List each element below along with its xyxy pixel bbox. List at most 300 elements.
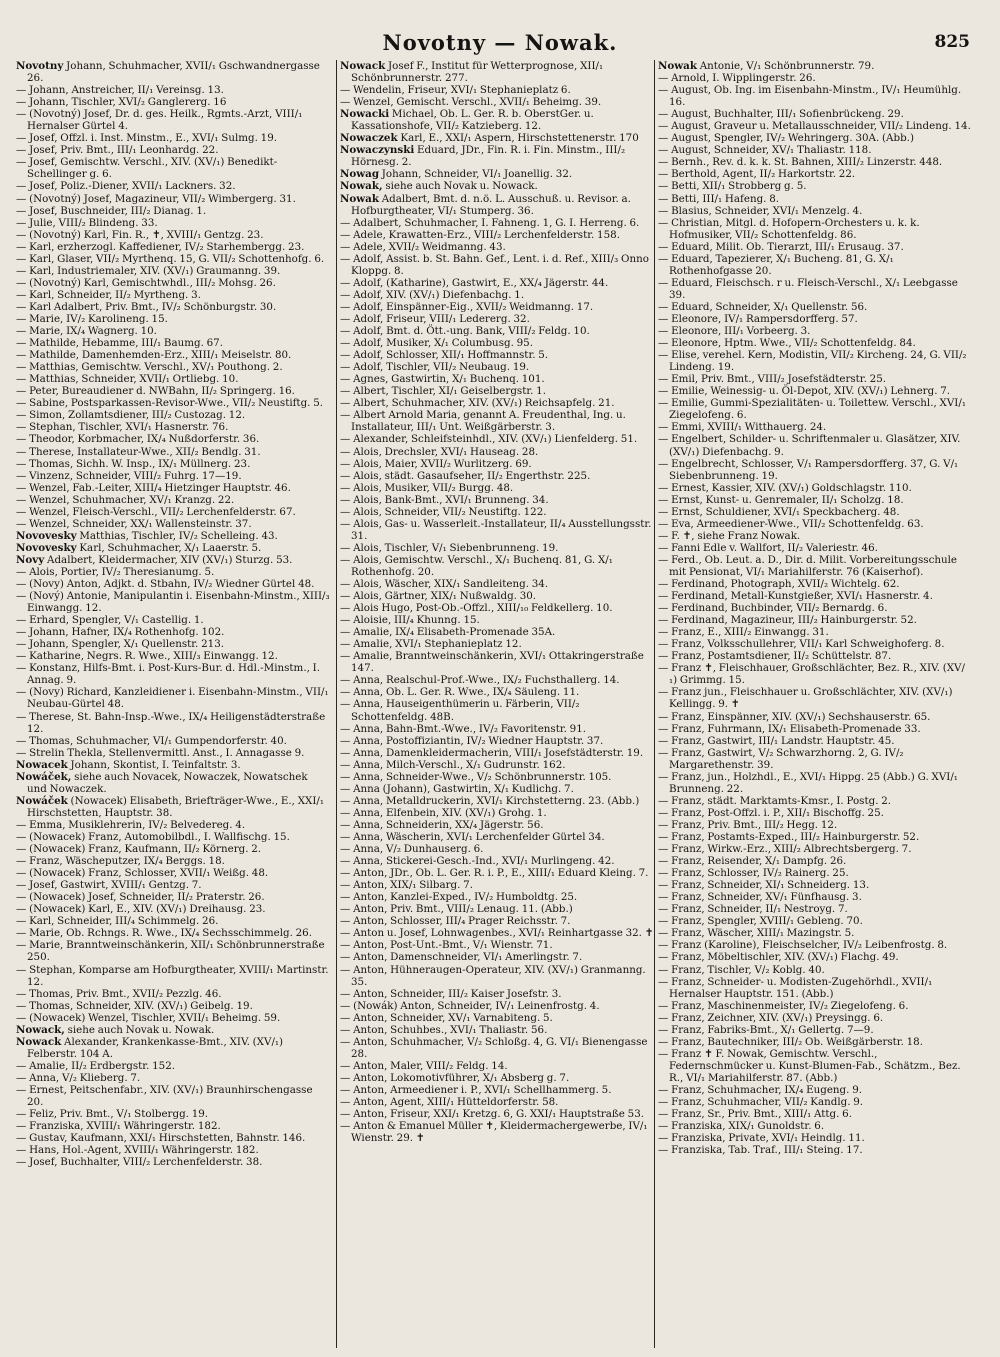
directory-entry (16, 903, 330, 915)
directory-entry (16, 915, 330, 927)
entry-text: — Anton, Priv. Bmt., VIII/₂ Lenaug. 11. (Abb.) (340, 903, 573, 916)
entry-text: — Anna, Stickerei-Gesch.-Ind., XVI/₁ Murlingeng. 42. (340, 855, 615, 868)
directory-entry (340, 819, 654, 831)
entry-text: — Anna, Bahn-Bmt.-Wwe., IV/₂ Favoritenstr. 91. (340, 722, 587, 735)
directory-entry (340, 1012, 654, 1024)
entry-text: — Wenzel, Schuhmacher, XV/₁ Kranzg. 22. (16, 493, 235, 506)
entry-text: — Adolf, XIV. (XV/₁) Diefenbachg. 1. (340, 288, 525, 301)
entry-text: — Alois, Drechsler, XVI/₁ Hauseag. 28. (340, 445, 539, 458)
entry-text: — Bernh., Rev. d. k. k. St. Bahnen, XIII/₂ Linzerstr. 448. (658, 156, 943, 169)
entry-text: Adalbert, Kleidermacher, XIV (XV/₁) Sturzg. 53. (44, 553, 293, 566)
directory-entry (658, 120, 972, 132)
entry-text: — Franz, Wäscher, XIII/₁ Mazingstr. 5. (658, 927, 855, 940)
directory-entry (16, 482, 330, 494)
directory-entry (16, 325, 330, 337)
surname: Nowaczek (340, 132, 398, 145)
directory-entry (16, 337, 330, 349)
directory-entry (658, 84, 972, 108)
entry-text: — Franz, Fabriks-Bmt., X/₁ Gellertg. 7—9. (658, 1023, 874, 1036)
entry-text: — Adalbert, Schuhmacher, I. Fahneng. 1, G. I. Herreng. 6. (340, 216, 640, 229)
entry-text: — Adolf, Assist. b. St. Bahn. Gef., Lent. i. d. Ref., XIII/₃ Onno Kloppg. 8. (340, 252, 649, 277)
entry-text: — Alois, Portier, IV/₂ Theresianumg. 5. (16, 565, 215, 578)
directory-entry (340, 301, 654, 313)
entry-text: — Alois, Bank-Bmt., XVI/₁ Brunneng. 34. (340, 493, 549, 506)
directory-entry (16, 578, 330, 590)
directory-entry (658, 1108, 972, 1120)
directory-entry (16, 193, 330, 205)
entry-text: — Anton, Kanzlei-Exped., IV/₂ Humboldtg. 25. (340, 891, 578, 904)
directory-entry (16, 205, 330, 217)
directory-entry (16, 590, 330, 614)
directory-entry (658, 325, 972, 337)
directory-entry (658, 819, 972, 831)
directory-entry (658, 373, 972, 385)
directory-entry (340, 771, 654, 783)
entry-text: — Matthias, Schneider, XVII/₁ Ortliebg. 10. (16, 373, 239, 386)
entry-text: — Thomas, Priv. Bmt., XVII/₂ Pezzlg. 46. (16, 987, 222, 1000)
directory-entry (340, 638, 654, 650)
entry-text: — Franz, Post-Offzl. i. P., XII/₁ Bischoffg. 25. (658, 806, 884, 819)
directory-entry (658, 554, 972, 578)
entry-text: — Eva, Armeediener-Wwe., VII/₂ Schottenfeldg. 63. (658, 517, 924, 530)
entry-text: (Nowacek) Elisabeth, Briefträger-Wwe., E., XXI/₁ Hirschstetten, Hauptstr. 38. (27, 794, 325, 819)
entry-text: — (Nový) Antonie, Manipulantin i. Eisenbahn-Minstm., XIII/₃ Einwangg. 12. (16, 590, 330, 615)
directory-entry (658, 180, 972, 192)
entry-text: — Franz, Fuhrmann, IX/₁ Elisabeth-Promenade 33. (658, 722, 921, 735)
directory-entry (16, 1060, 330, 1072)
entry-text: — Engelbrecht, Schlosser, V/₁ Rampersdorfferg. 37, G. V/₁ Siebenbrunneng. 19. (658, 457, 959, 482)
entry-text: — Karl, Glaser, VII/₂ Myrthenq. 15, G. VII/₂ Schottenhofg. 6. (16, 252, 325, 265)
entry-text: — Franz, Schuhmacher, IX/₄ Eugeng. 9. (658, 1083, 863, 1096)
entry-text: — Adolf, Bmt. d. Ött.-ung. Bank, VIII/₂ Feldg. 10. (340, 325, 590, 338)
directory-entry (16, 313, 330, 325)
surname: Nowak (658, 60, 697, 72)
column-divider (336, 60, 337, 1348)
entry-text: — Franz, Spengler, XVIII/₁ Gebleng. 70. (658, 915, 863, 928)
directory-entry (16, 554, 330, 566)
directory-entry (658, 747, 972, 771)
entry-text: — Josef, Gemischtw. Verschl., XIV. (XV/₁) Benedikt-Schellinger g. 6. (16, 156, 278, 181)
entry-text: — Anton, Damenschneider, VI/₁ Amerlingstr. 7. (340, 951, 583, 964)
entry-text: — Emilie, Gummi-Spezialitäten- u. Toilettew. Verschl., XVI/₁ Ziegelofeng. 6. (658, 397, 966, 422)
directory-entry (340, 277, 654, 289)
surname: Nowáček, (16, 770, 72, 783)
entry-text: — August, Ob. Ing. im Eisenbahn-Minstm., IV/₁ Heumühlg. 16. (658, 84, 962, 109)
entry-text: — Anton, Schneider, III/₂ Kaiser Josefstr. 3. (340, 987, 562, 1000)
entry-text: Antonie, V/₁ Schönbrunnerstr. 79. (696, 60, 875, 72)
directory-entry (658, 313, 972, 325)
directory-entry (658, 385, 972, 397)
directory-entry (340, 325, 654, 337)
directory-entry (340, 1060, 654, 1072)
entry-text: — Karl, Industriemaler, XIV. (XV/₁) Graumanng. 39. (16, 264, 281, 277)
entry-text: Josef F., Institut für Wetterprognose, XII/₁ Schönbrunnerstr. 277. (351, 60, 604, 85)
entry-text: siehe auch Novak u. Nowak. (64, 1023, 215, 1036)
entry-text: — Franz, Schneider, XI/₁ Schneiderg. 13. (658, 879, 870, 892)
directory-entry (340, 96, 654, 108)
directory-entry (16, 638, 330, 650)
entry-text: — (Nowacek) Franz, Kaufmann, II/₂ Körnerg. 2. (16, 843, 262, 856)
entry-text: — Stephan, Tischler, XVI/₁ Hasnerstr. 76. (16, 421, 229, 434)
directory-entry (658, 879, 972, 891)
entry-text: — Adele, Krawatten-Erz., VIII/₂ Lerchenfelderstr. 158. (340, 228, 620, 241)
directory-entry (658, 614, 972, 626)
entry-text: — Josef, Priv. Bmt., III/₁ Leonhardg. 22. (16, 144, 219, 157)
directory-entry (658, 494, 972, 506)
entry-text: Johann, Schuhmacher, XVII/₁ Gschwandnergasse 26. (27, 60, 320, 85)
entry-text: — Blasius, Schneider, XVI/₁ Menzelg. 4. (658, 204, 863, 217)
directory-entry (658, 1012, 972, 1024)
directory-entry (658, 482, 972, 494)
directory-entry (658, 421, 972, 433)
directory-entry (340, 385, 654, 397)
directory-entry (16, 650, 330, 662)
directory-entry (340, 144, 654, 168)
directory-entry (340, 518, 654, 542)
entry-text: — Anton, Armeediener i. P., XVI/₁ Schellhammerg. 5. (340, 1083, 612, 1096)
entry-text: — Anna, Ob. L. Ger. R. Wwe., IX/₄ Säuleng. 11. (340, 686, 580, 699)
entry-text: siehe auch Novak u. Nowack. (382, 180, 538, 193)
entry-text: — Franz, Postamtsdiener, II/₂ Schüttelstr. 87. (658, 650, 892, 663)
directory-entry (658, 807, 972, 819)
entry-text: — (Nowák) Anton, Schneider, IV/₁ Leinenfrostg. 4. (340, 999, 600, 1012)
directory-entry (340, 843, 654, 855)
entry-text: — Marie, Ob. Rchngs. R. Wwe., IX/₄ Sechsschimmelg. 26. (16, 927, 313, 940)
entry-text: — Anna, Realschul-Prof.-Wwe., IX/₂ Fuchsthallerg. 14. (340, 674, 620, 687)
surname: Nowack (340, 60, 386, 72)
directory-entry (658, 397, 972, 421)
directory-entry (658, 939, 972, 951)
entry-text: — Emilie, Weinessig- u. Öl-Depot, XIV. (XV/₁) Lehnerg. 7. (658, 385, 951, 398)
entry-text: — (Nowacek) Wenzel, Tischler, XVII/₁ Beheimg. 59. (16, 1011, 281, 1024)
entry-text: — Amalie, XVI/₁ Stephanieplatz 12. (340, 638, 522, 651)
entry-text: — Anton, XIX/₁ Silbarg. 7. (340, 879, 474, 892)
entry-text: — Anton u. Josef, Lohnwagenbes., XVI/₁ Reinhartgasse 32. ✝ (340, 927, 654, 940)
entry-text: — Amalie, II/₂ Erdbergstr. 152. (16, 1059, 176, 1072)
entry-text: — Albert, Schuhmacher, XIV. (XV/₁) Reichsapfelg. 21. (340, 397, 615, 410)
surname: Novotny (16, 60, 64, 72)
directory-entry (340, 698, 654, 722)
surname: Nowacek (16, 758, 68, 771)
directory-entry (16, 217, 330, 229)
entry-text: — Anna, Elfenbein, XIV. (XV/₁) Grohg. 1. (340, 806, 547, 819)
directory-entry (340, 626, 654, 638)
entry-text: — (Nowacek) Josef, Schneider, II/₂ Praterstr. 26. (16, 891, 265, 904)
entry-text: — Fanni Edle v. Wallfort, II/₂ Valeriestr. 46. (658, 541, 878, 554)
entry-text: — Franz, Postamts-Exped., III/₂ Hainburgerstr. 52. (658, 831, 920, 843)
entry-text: — Franz, Reisender, X/₁ Dampfg. 26. (658, 855, 847, 868)
entry-text: — (Novy) Anton, Adjkt. d. Stbahn, IV/₂ Wiedner Gürtel 48. (16, 578, 315, 591)
entry-text: — Alois, Musiker, VII/₂ Burgg. 48. (340, 481, 514, 494)
entry-text: — Feliz, Priv. Bmt., V/₁ Stolbergg. 19. (16, 1108, 209, 1121)
surname: Nowaczynski (340, 144, 415, 157)
directory-entry (340, 554, 654, 578)
directory-entry (658, 711, 972, 723)
directory-entry (340, 735, 654, 747)
entry-text: — Vinzenz, Schneider, VIII/₂ Fuhrg. 17—19. (16, 469, 242, 482)
directory-entry (658, 301, 972, 313)
entry-text: — Wenzel, Schneider, XX/₁ Wallensteinstr. 37. (16, 517, 252, 530)
entry-text: — Betti, III/₁ Hafeng. 8. (658, 192, 780, 205)
entry-text: — Franz, Wirkw.-Erz., XIII/₂ Albrechtsbergerg. 7. (658, 843, 912, 856)
directory-entry (340, 964, 654, 988)
directory-entry (340, 108, 654, 132)
entry-text: — Gustav, Kaufmann, XXI/₁ Hirschstetten, Bahnstr. 146. (16, 1132, 306, 1145)
entry-text: — Anna, Metalldruckerin, XVI/₁ Kirchstetterng. 23. (Abb.) (340, 794, 640, 807)
entry-text: — Ferdinand, Buchbinder, VII/₂ Bernardg. 6. (658, 602, 888, 615)
entry-text: — Franz jun., Fleischhauer u. Großschlächter, XIV. (XV/₁) Kellingg. 9. ✝ (658, 686, 953, 711)
entry-text: — Simon, Zollamtsdiener, III/₂ Custozag. 12. (16, 409, 246, 422)
directory-entry (658, 241, 972, 253)
entry-text: Eduard, JDr., Fin. R. i. Fin. Minstm., III/₂ Hörnesg. 2. (351, 144, 626, 169)
directory-entry (658, 686, 972, 710)
directory-entry (340, 759, 654, 771)
directory-entry (16, 1120, 330, 1132)
directory-entry (340, 927, 654, 939)
directory-entry (658, 506, 972, 518)
entry-text: — Katharine, Negrs. R. Wwe., XIII/₃ Einwangg. 12. (16, 650, 278, 663)
entry-text: — Franz, Zeichner, XIV. (XV/₁) Preysingg. 6. (658, 1011, 884, 1024)
directory-entry (658, 108, 972, 120)
entry-text: — Anton, JDr., Ob. L. Ger. R. i. P., E., XIII/₁ Eduard Kleing. 7. (340, 867, 649, 880)
entry-text: — Franz ✝ F. Nowak, Gemischtw. Verschl., Federnschmücker u. Kunst-Blumen-Fab., Schätzm., Bez. R., VI/₁ Mariahilferstr. 87. (Abb.) (658, 1047, 961, 1084)
directory-entry (16, 397, 330, 409)
directory-entry (340, 217, 654, 229)
directory-entry (16, 795, 330, 819)
directory-entry (16, 891, 330, 903)
entry-text: — Thomas, Schuhmacher, VI/₁ Gumpendorferstr. 40. (16, 734, 287, 747)
entry-text: — Franz, jun., Holzhdl., E., XVI/₁ Hippg. 25 (Abb.) G. XVI/₁ Brunneng. 22. (658, 770, 958, 795)
directory-entry (16, 144, 330, 156)
entry-text: — Christian, Mitgl. d. Hofopern-Orchesters u. k. k. Hofmusiker, VII/₂ Schottenfeldg. 86. (658, 216, 920, 241)
directory-entry (16, 241, 330, 253)
directory-entry (340, 458, 654, 470)
entry-text: — Anton, Friseur, XXI/₁ Kretzg. 6, G. XXI/₁ Hauptstraße 53. (340, 1108, 645, 1121)
surname: Novovesky (16, 541, 77, 554)
directory-entry (16, 711, 330, 735)
directory-entry (658, 156, 972, 168)
entry-text: — Thomas, Sichh. W. Insp., IX/₁ Müllnerg. 23. (16, 457, 251, 470)
directory-entry (16, 409, 330, 421)
entry-text: — Strelin Thekla, Stellenvermittl. Anst., I. Annagasse 9. (16, 746, 305, 759)
entry-text: — Franz, Schuhmacher, VII/₂ Kandlg. 9. (658, 1096, 864, 1109)
directory-entry (340, 747, 654, 759)
entry-text: — Karl Adalbert, Priv. Bmt., IV/₂ Schönburgstr. 30. (16, 300, 277, 313)
entry-text: — Franz, Bautechniker, III/₂ Ob. Weißgärberstr. 18. (658, 1035, 923, 1048)
entry-text: — Elise, verehel. Kern, Modistin, VII/₂ Kircheng. 24, G. VII/₂ Lindeng. 19. (658, 349, 967, 374)
directory-entry (658, 433, 972, 457)
entry-text: — Anton, Lokomotivführer, X/₁ Absberg g. 7. (340, 1071, 570, 1084)
directory-entry (16, 361, 330, 373)
directory-entry (16, 385, 330, 397)
directory-entry (16, 373, 330, 385)
directory-entry (340, 494, 654, 506)
directory-entry (658, 72, 972, 84)
entry-text: — Johann, Hafner, IX/₄ Rothenhofg. 102. (16, 626, 225, 639)
entry-text: siehe auch Novacek, Nowaczek, Nowatschek und Nowaczek. (27, 770, 308, 795)
directory-entry (16, 1144, 330, 1156)
entry-text: — Ernst, Kunst- u. Genremaler, II/₁ Scholzg. 18. (658, 493, 904, 506)
directory-entry (16, 60, 330, 84)
directory-entry (340, 349, 654, 361)
directory-entry (340, 180, 654, 192)
directory-entry (16, 939, 330, 963)
entry-text: — Josef, Poliz.-Diener, XVII/₁ Lackners. 32. (16, 180, 236, 193)
entry-text: — Anton, Schneider, XV/₁ Varnabiteng. 5. (340, 1011, 553, 1024)
entry-text: — Wendelin, Friseur, XVI/₁ Stephanieplatz 6. (340, 84, 571, 97)
directory-entry (340, 1120, 654, 1144)
directory-entry (340, 686, 654, 698)
entry-text: — Anton, Post-Unt.-Bmt., V/₁ Wienstr. 71. (340, 939, 553, 952)
directory-entry (658, 60, 972, 72)
entry-text: — Wenzel, Gemischt. Verschl., XVII/₁ Beheimg. 39. (340, 96, 602, 109)
entry-text: — Karl, Schneider, II/₂ Myrtheng. 3. (16, 288, 201, 301)
entry-text: — Franz, Einspänner, XIV. (XV/₁) Sechshauserstr. 65. (658, 710, 931, 723)
directory-entry (658, 626, 972, 638)
entry-text: — Anna, Hauseigenthümerin u. Färberin, VII/₂ Schottenfeldg. 48B. (340, 698, 580, 723)
entry-text: — Amalie, Branntweinschänkerin, XVI/₁ Ottakringerstraße 147. (340, 650, 644, 675)
directory-entry (658, 1096, 972, 1108)
entry-text: — Marie, IV/₂ Karolineng. 15. (16, 312, 168, 325)
surname: Nowak, (340, 180, 383, 193)
directory-entry (658, 337, 972, 349)
directory-entry (658, 1036, 972, 1048)
directory-entry (340, 783, 654, 795)
directory-entry (16, 277, 330, 289)
entry-text: — Anna, Schneiderin, XX/₄ Jägerstr. 56. (340, 818, 544, 831)
entry-text: — (Novy) Richard, Kanzleidiener i. Eisenbahn-Minstm., VII/₁ Neubau-Gürtel 48. (16, 686, 329, 711)
entry-text: — Adolf, Schlosser, XII/₁ Hoffmannstr. 5. (340, 349, 549, 362)
directory-entry (340, 831, 654, 843)
directory-entry (340, 807, 654, 819)
entry-text: — Alois, Gärtner, XIX/₁ Nußwaldg. 30. (340, 590, 537, 603)
entry-text: — Johann, Spengler, X/₁ Quellenstr. 213. (16, 638, 225, 651)
directory-entry (16, 759, 330, 771)
entry-text: — August, Graveur u. Metallausschneider, VII/₂ Lindeng. 14. (658, 120, 971, 133)
directory-entry (16, 614, 330, 626)
directory-entry (16, 349, 330, 361)
directory-entry (658, 349, 972, 373)
directory-entry (340, 482, 654, 494)
directory-entry (16, 566, 330, 578)
entry-text: Adalbert, Bmt. d. n.ö. L. Ausschuß. u. Revisor. a. Hofburgtheater, VI/₁ Stumperg. 36. (351, 192, 631, 217)
directory-entry (16, 988, 330, 1000)
entry-text: — Therese, St. Bahn-Insp.-Wwe., IX/₄ Heiligenstädterstraße 12. (16, 710, 326, 735)
entry-text: — Julie, VIII/₂ Blindeng. 33. (16, 216, 158, 229)
entry-text: — Stephan, Komparse am Hofburgtheater, XVIII/₁ Martinstr. 12. (16, 963, 329, 988)
directory-entry (16, 132, 330, 144)
directory-entry (658, 795, 972, 807)
entry-text: — Alois, Wäscher, XIX/₁ Sandleiteng. 34. (340, 578, 549, 591)
entry-text: — (Novotný) Karl, Fin. R., ✝, XVIII/₁ Gentzg. 23. (16, 228, 264, 241)
entry-text: — (Nowacek) Franz, Schlosser, XVII/₁ Weißg. 48. (16, 867, 269, 880)
entry-text: — Eduard, Schneider, X/₁ Quellenstr. 56. (658, 300, 868, 313)
directory-entry (340, 433, 654, 445)
entry-text: — Josef, Gastwirt, XVIII/₁ Gentzg. 7. (16, 879, 202, 892)
entry-text: — Josef, Offzl. i. Inst. Minstm., E., XVI/₁ Sulmg. 19. (16, 132, 278, 145)
directory-entry (340, 879, 654, 891)
directory-entry (16, 819, 330, 831)
entry-text: — (Novotný) Josef, Dr. d. ges. Heilk., Rgmts.-Arzt, VIII/₁ Hernalser Gürtel 4. (16, 108, 303, 133)
directory-entry (16, 1072, 330, 1084)
directory-entry (340, 1096, 654, 1108)
directory-entry (658, 638, 972, 650)
directory-entry (658, 217, 972, 241)
entry-text: — Karl, Schneider, III/₄ Schimmelg. 26. (16, 915, 219, 928)
entry-text: — Karl, erzherzogl. Kaffediener, IV/₂ Starhembergg. 23. (16, 240, 305, 253)
entry-text: — (Novotný) Karl, Gemischtwhdl., III/₂ Mohsg. 26. (16, 276, 276, 289)
entry-text: — Ferd., Ob. Leut. a. D., Dir. d. Milit. Vorbereitungsschule mit Pensionat, VI/₁ Mariahilferstr. 76 (Kaiserhof). (658, 553, 958, 578)
directory-entry (340, 446, 654, 458)
surname: Nowag (340, 168, 380, 181)
directory-entry (16, 626, 330, 638)
directory-entry (16, 747, 330, 759)
entry-text: — Franz, Gastwirt, V/₂ Schwarzhorng. 2, G. IV/₂ Margarethenstr. 39. (658, 746, 904, 771)
directory-entry (16, 289, 330, 301)
directory-entry (340, 168, 654, 180)
directory-entry (16, 530, 330, 542)
directory-entry (16, 662, 330, 686)
directory-entry (16, 735, 330, 747)
page-header (0, 28, 1000, 58)
entry-text: — Mathilde, Hebamme, III/₁ Baumg. 67. (16, 337, 223, 350)
entry-text: — Adele, XVII/₂ Weidmanng. 43. (340, 240, 506, 253)
directory-entry (340, 241, 654, 253)
entry-text: — Alois, städt. Gasaufseher, II/₂ Engerthstr. 225. (340, 469, 591, 482)
entry-text: — Wenzel, Fab.-Leiter, XIII/₄ Hietzinger Hauptstr. 46. (16, 481, 291, 494)
entry-text: — Amalie, IX/₄ Elisabeth-Promenade 35A. (340, 626, 556, 639)
entry-text: — Franziska, XVIII/₁ Währingerstr. 182. (16, 1120, 221, 1133)
directory-entry (658, 144, 972, 156)
entry-text: — Josef, Buchhalter, VIII/₂ Lerchenfelderstr. 38. (16, 1156, 263, 1169)
directory-entry (16, 518, 330, 530)
entry-text: — Ferdinand, Metall-Kunstgießer, XVI/₁ Hasnerstr. 4. (658, 590, 933, 603)
entry-text: — Berthold, Agent, II/₂ Harkortstr. 22. (658, 168, 856, 181)
directory-entry (16, 771, 330, 795)
directory-entry (16, 506, 330, 518)
entry-text: — Alexander, Schleifsteinhdl., XIV. (XV/₁) Lienfelderg. 51. (340, 433, 638, 446)
directory-entry (340, 988, 654, 1000)
directory-entry (16, 542, 330, 554)
directory-entry (16, 1000, 330, 1012)
surname: Nowacki (340, 108, 390, 121)
directory-entry (340, 253, 654, 277)
entry-text: — Albert, Tischler, XI/₁ Geiselbergstr. 1. (340, 385, 546, 398)
entry-text: — Franz ✝, Fleischhauer, Großschlächter, Bez. R., XIV. (XV/₁) Grimmg. 15. (658, 662, 965, 687)
directory-entry (340, 193, 654, 217)
directory-entry (658, 723, 972, 735)
directory-entry (658, 976, 972, 1000)
surname: Nowáček (16, 794, 68, 807)
entry-text: — Franziska, Tab. Traf., III/₁ Steing. 17. (658, 1144, 863, 1157)
entry-text: — Adolf, (Katharine), Gastwirt, E., XX/₄ Jägerstr. 44. (340, 276, 609, 289)
entry-text: — Anton, Hühneraugen-Operateur, XIV. (XV/₁) Granmanng. 35. (340, 963, 646, 988)
entry-text: — Anton, Schuhmacher, V/₂ Schloßg. 4, G. VI/₁ Bienengasse 28. (340, 1035, 648, 1060)
entry-text: — Hans, Hol.-Agent, XVIII/₁ Währingerstr. 182. (16, 1144, 259, 1157)
directory-entry (16, 1036, 330, 1060)
entry-text: Michael, Ob. L. Ger. R. b. OberstGer. u. Kassationshofe, VII/₂ Katzieberg. 12. (351, 108, 594, 133)
directory-entry (16, 96, 330, 108)
entry-text: — Aloisie, III/₄ Khunng. 15. (340, 614, 480, 627)
directory-entry (16, 470, 330, 482)
entry-text: — Franz, Volksschullehrer, VII/₁ Karl Schweighoferg. 8. (658, 638, 945, 651)
entry-text: — Johann, Anstreicher, II/₁ Vereinsg. 13. (16, 84, 224, 97)
entry-text: Johann, Schneider, VI/₁ Joanellig. 32. (379, 168, 573, 181)
entry-text: — Sabine, Postsparkassen-Revisor-Wwe., VII/₂ Neustiftg. 5. (16, 397, 324, 410)
directory-entry (340, 1072, 654, 1084)
directory-entry (658, 927, 972, 939)
directory-entry (658, 277, 972, 301)
